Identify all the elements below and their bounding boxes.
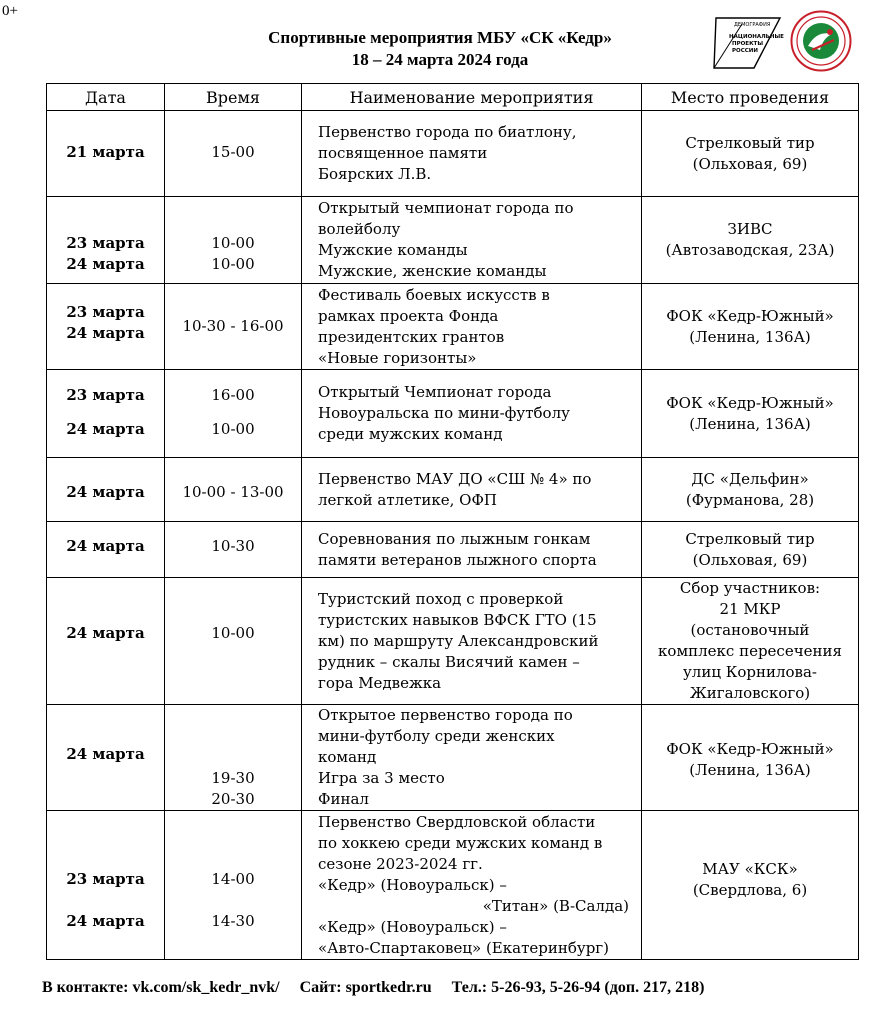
place-cell bbox=[642, 197, 859, 284]
event-place-line: (Ленина, 136А) bbox=[689, 761, 811, 779]
events-table bbox=[46, 83, 859, 960]
event-name-line: Открытый чемпионат города по bbox=[318, 199, 574, 217]
event-time: 14-00 bbox=[211, 870, 255, 888]
event-name-cell bbox=[302, 522, 642, 578]
event-time: 10-30 bbox=[211, 537, 255, 555]
event-time: 14-30 bbox=[211, 912, 255, 930]
np-logo-mid1: НАЦИОНАЛЬНЫЕ bbox=[729, 34, 784, 40]
event-name-cell bbox=[302, 578, 642, 705]
place-cell bbox=[642, 284, 859, 370]
place-cell bbox=[642, 458, 859, 522]
event-date: 24 марта bbox=[66, 537, 145, 555]
event-time: 10-00 - 13-00 bbox=[182, 483, 284, 501]
event-name-line: Игра за 3 место bbox=[318, 769, 445, 787]
event-place-line: ДС «Дельфин» bbox=[691, 469, 809, 488]
event-name-line: мини-футболу среди женских bbox=[318, 727, 555, 745]
date-cell bbox=[47, 284, 165, 370]
event-time: 16-00 bbox=[211, 386, 255, 404]
date-cell bbox=[47, 811, 165, 960]
header-place: Место проведения bbox=[642, 84, 859, 111]
event-name-line: Первенство Свердловской области bbox=[318, 812, 596, 831]
event-place-line: (Ольховая, 69) bbox=[692, 154, 808, 173]
event-date: 23 марта bbox=[66, 303, 145, 321]
event-name-line: Боярских Л.В. bbox=[318, 165, 432, 183]
event-name-line: Первенство города по биатлону, bbox=[318, 123, 577, 141]
kedr-club-logo bbox=[790, 10, 852, 72]
place-cell bbox=[642, 522, 859, 578]
event-name-line: Фестиваль боевых искусств в bbox=[318, 285, 550, 304]
place-cell bbox=[642, 111, 859, 197]
event-name-line: туристских навыков ВФСК ГТО (15 bbox=[318, 610, 597, 629]
np-logo-top: ДЕМОГРАФИЯ bbox=[734, 22, 771, 28]
event-name-line: км) по маршруту Александровский bbox=[318, 631, 599, 650]
event-name-line: «Титан» (В-Салда) bbox=[482, 896, 629, 915]
time-cell bbox=[165, 197, 302, 284]
event-time: 10-00 bbox=[211, 420, 255, 438]
event-name-line: рамках проекта Фонда bbox=[318, 306, 499, 325]
event-name-cell bbox=[302, 111, 642, 197]
event-name-line: Соревнования по лыжным гонкам bbox=[318, 529, 591, 548]
event-name-line: по хоккею среди мужских команд в bbox=[318, 833, 603, 852]
date-cell bbox=[47, 111, 165, 197]
event-date: 24 марта bbox=[66, 483, 145, 501]
event-name-line: «Кедр» (Новоуральск) – bbox=[318, 917, 507, 936]
event-place-line: (Автозаводская, 23А) bbox=[665, 241, 835, 259]
event-name-line: легкой атлетике, ОФП bbox=[318, 490, 497, 509]
date-cell bbox=[47, 578, 165, 705]
event-name-line: гора Медвежка bbox=[318, 673, 442, 692]
national-projects-logo bbox=[712, 14, 784, 72]
time-cell bbox=[165, 522, 302, 578]
event-name-line: рудник – скалы Висячий камен – bbox=[318, 652, 580, 671]
table-row bbox=[47, 578, 859, 705]
event-date: 24 марта bbox=[66, 745, 145, 763]
age-rating: 0+ bbox=[2, 3, 18, 19]
event-place-line: (Свердлова, 6) bbox=[692, 881, 808, 899]
event-time: 20-30 bbox=[211, 790, 255, 808]
event-name-line: посвященное памяти bbox=[318, 144, 488, 162]
place-cell bbox=[642, 705, 859, 811]
event-name-line: «Авто-Спартаковец» (Екатеринбург) bbox=[318, 938, 610, 957]
date-cell bbox=[47, 370, 165, 458]
event-place-line: Стрелковый тир bbox=[685, 529, 815, 548]
event-name-cell bbox=[302, 284, 642, 370]
event-date: 24 марта bbox=[66, 912, 145, 930]
event-date: 24 марта bbox=[66, 624, 145, 642]
event-name-line: Финал bbox=[318, 790, 369, 808]
event-name-line: Новоуральска по мини-футболу bbox=[318, 404, 570, 422]
event-name-cell bbox=[302, 458, 642, 522]
event-time: 15-00 bbox=[211, 143, 255, 161]
event-name-line: «Кедр» (Новоуральск) – bbox=[318, 875, 507, 894]
header-time: Время bbox=[165, 84, 302, 111]
event-place-line: МАУ «КСК» bbox=[702, 860, 798, 878]
event-date: 24 марта bbox=[66, 324, 145, 342]
table-row bbox=[47, 705, 859, 811]
event-name-line: волейболу bbox=[318, 220, 401, 238]
event-place-line: ФОК «Кедр-Южный» bbox=[666, 740, 834, 758]
event-name-line: памяти ветеранов лыжного спорта bbox=[318, 550, 597, 569]
event-place-line: Стрелковый тир bbox=[685, 133, 815, 152]
event-name-line: Открытое первенство города по bbox=[318, 706, 573, 724]
table-header-row bbox=[47, 84, 859, 111]
event-place-line: комплекс пересечения bbox=[658, 642, 842, 660]
event-date: 23 марта bbox=[66, 870, 145, 888]
event-place-line: 21 МКР bbox=[719, 600, 781, 618]
date-cell bbox=[47, 705, 165, 811]
event-time: 10-00 bbox=[211, 624, 255, 642]
event-place-line: Сбор участников: bbox=[679, 579, 821, 597]
event-date: 23 марта bbox=[66, 386, 145, 404]
event-date: 21 марта bbox=[66, 143, 145, 161]
event-place-line: (остановочный bbox=[690, 621, 810, 639]
event-name-line: «Новые горизонты» bbox=[318, 348, 477, 367]
event-time: 10-00 bbox=[211, 234, 255, 252]
event-place-line: улиц Корнилова- bbox=[682, 663, 818, 681]
event-date: 24 марта bbox=[66, 255, 145, 273]
table-row bbox=[47, 522, 859, 578]
header-date: Дата bbox=[47, 84, 165, 111]
time-cell bbox=[165, 111, 302, 197]
table-row bbox=[47, 111, 859, 197]
event-name-line: Туристский поход с проверкой bbox=[318, 589, 564, 608]
event-time: 10-30 - 16-00 bbox=[182, 317, 284, 335]
date-cell bbox=[47, 522, 165, 578]
time-cell bbox=[165, 811, 302, 960]
event-place-line: ФОК «Кедр-Южный» bbox=[666, 393, 834, 412]
event-place-line: (Ольховая, 69) bbox=[692, 550, 808, 569]
event-place-line: (Ленина, 136А) bbox=[689, 327, 811, 346]
title-line-1: Спортивные мероприятия МБУ «СК «Кедр» bbox=[268, 28, 612, 47]
event-name-line: Мужские, женские команды bbox=[318, 262, 547, 280]
event-name-cell bbox=[302, 705, 642, 811]
footer-contacts: В контакте: vk.com/sk_kedr_nvk/ Сайт: sportkedr.ru Тел.: 5-26-93, 5-26-94 (доп. 217, 218) bbox=[42, 979, 705, 996]
table-row bbox=[47, 811, 859, 960]
table-row bbox=[47, 197, 859, 284]
table-row bbox=[47, 370, 859, 458]
title-line-2: 18 – 24 марта 2024 года bbox=[351, 50, 529, 69]
header-event: Наименование мероприятия bbox=[302, 84, 642, 111]
place-cell bbox=[642, 370, 859, 458]
np-logo-mid3: РОССИИ bbox=[732, 48, 758, 54]
event-name-cell bbox=[302, 370, 642, 458]
event-name-cell bbox=[302, 197, 642, 284]
event-name-line: Открытый Чемпионат города bbox=[318, 383, 552, 401]
time-cell bbox=[165, 705, 302, 811]
time-cell bbox=[165, 458, 302, 522]
event-name-line: Мужские команды bbox=[318, 241, 468, 259]
time-cell bbox=[165, 284, 302, 370]
event-date: 23 марта bbox=[66, 234, 145, 252]
event-date: 24 марта bbox=[66, 420, 145, 438]
event-name-cell bbox=[302, 811, 642, 960]
table-row bbox=[47, 458, 859, 522]
date-cell bbox=[47, 458, 165, 522]
event-place-line: ФОК «Кедр-Южный» bbox=[666, 306, 834, 325]
event-time: 10-00 bbox=[211, 255, 255, 273]
event-name-line: команд bbox=[318, 748, 377, 766]
page-title bbox=[190, 27, 690, 71]
event-place-line: (Ленина, 136А) bbox=[689, 414, 811, 433]
event-name-line: среди мужских команд bbox=[318, 425, 503, 443]
place-cell bbox=[642, 578, 859, 705]
time-cell bbox=[165, 370, 302, 458]
np-logo-mid2: ПРОЕКТЫ bbox=[732, 41, 764, 47]
event-name-line: сезоне 2023-2024 гг. bbox=[318, 854, 483, 873]
event-place-line: ЗИВС bbox=[727, 220, 773, 238]
event-place-line: Жигаловского) bbox=[689, 684, 811, 702]
date-cell bbox=[47, 197, 165, 284]
time-cell bbox=[165, 578, 302, 705]
table-row bbox=[47, 284, 859, 370]
event-place-line: (Фурманова, 28) bbox=[685, 490, 815, 509]
place-cell bbox=[642, 811, 859, 960]
event-name-line: Первенство МАУ ДО «СШ № 4» по bbox=[318, 469, 592, 488]
event-time: 19-30 bbox=[211, 769, 255, 787]
event-name-line: президентских грантов bbox=[318, 327, 505, 346]
